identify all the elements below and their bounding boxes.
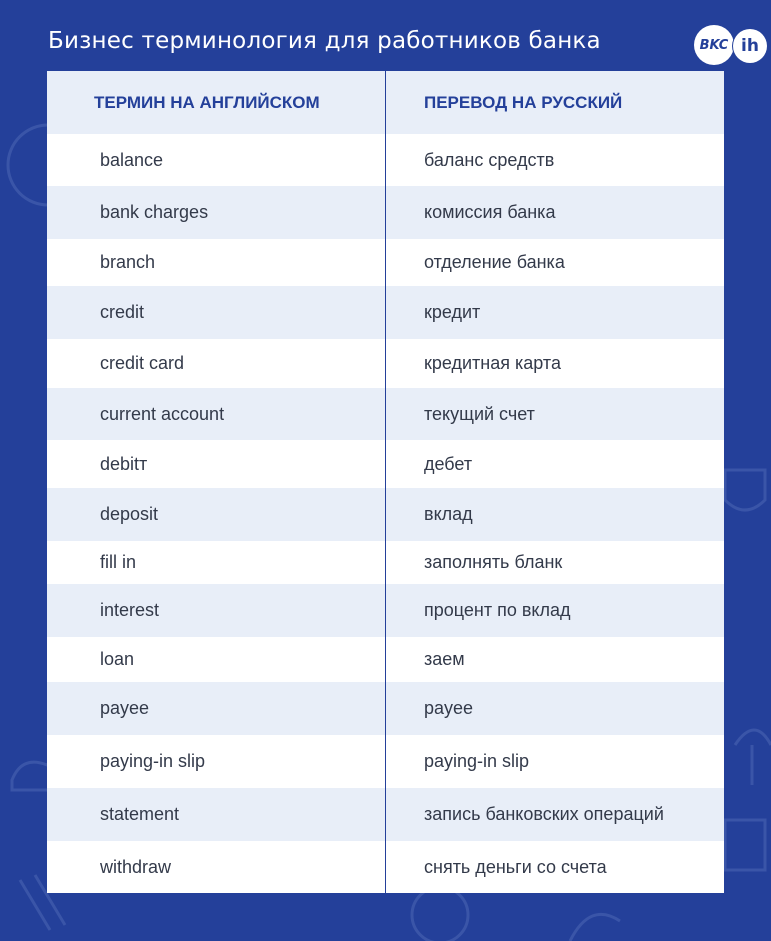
term-english: fill in xyxy=(100,552,137,572)
term-russian: кредитная карта xyxy=(424,353,561,373)
term-english: paying-in slip xyxy=(100,751,206,771)
ih-logo: ih xyxy=(733,29,767,63)
term-russian: paying-in slip xyxy=(424,751,530,771)
doodle-lamp-icon xyxy=(570,914,620,941)
term-english: credit card xyxy=(100,353,185,373)
doodle-compass-icon xyxy=(412,887,468,941)
term-russian: процент по вклад xyxy=(424,600,571,620)
term-english: deposit xyxy=(100,504,159,524)
term-russian: дебет xyxy=(424,453,473,474)
term-russian: запись банковских операций xyxy=(424,804,664,824)
term-english: payee xyxy=(100,698,150,718)
term-russian: payee xyxy=(424,698,474,718)
term-english: withdraw xyxy=(100,856,172,877)
header-english: ТЕРМИН НА АНГЛИЙСКОМ xyxy=(94,92,320,112)
term-english: interest xyxy=(100,600,160,620)
terms-table xyxy=(47,71,724,893)
term-english: loan xyxy=(100,649,135,669)
term-russian: вклад xyxy=(424,504,473,524)
page-title: Бизнес терминология для работников банка xyxy=(48,28,601,54)
header-russian: ПЕРЕВОД НА РУССКИЙ xyxy=(424,92,623,112)
term-russian: кредит xyxy=(424,302,481,322)
term-english: branch xyxy=(100,252,156,272)
term-russian: комиссия банка xyxy=(424,202,556,222)
term-russian: отделение банка xyxy=(424,252,565,272)
term-russian: заем xyxy=(424,649,465,669)
term-russian: баланс средств xyxy=(424,149,555,170)
term-english: balance xyxy=(100,149,164,170)
doodle-umbrella-icon xyxy=(735,730,771,785)
column-divider xyxy=(385,71,386,893)
doodle-book-icon xyxy=(725,820,765,870)
bkc-logo: BKC xyxy=(694,25,734,65)
term-english: statement xyxy=(100,804,180,824)
term-english: debitт xyxy=(100,453,148,474)
term-russian: текущий счет xyxy=(424,403,535,424)
doodle-cup-icon xyxy=(725,470,765,510)
term-russian: заполнять бланк xyxy=(424,552,563,572)
term-english: current account xyxy=(100,403,225,424)
term-english: bank charges xyxy=(100,202,209,222)
term-english: credit xyxy=(100,302,145,322)
term-russian: снять деньги со счета xyxy=(424,856,607,877)
